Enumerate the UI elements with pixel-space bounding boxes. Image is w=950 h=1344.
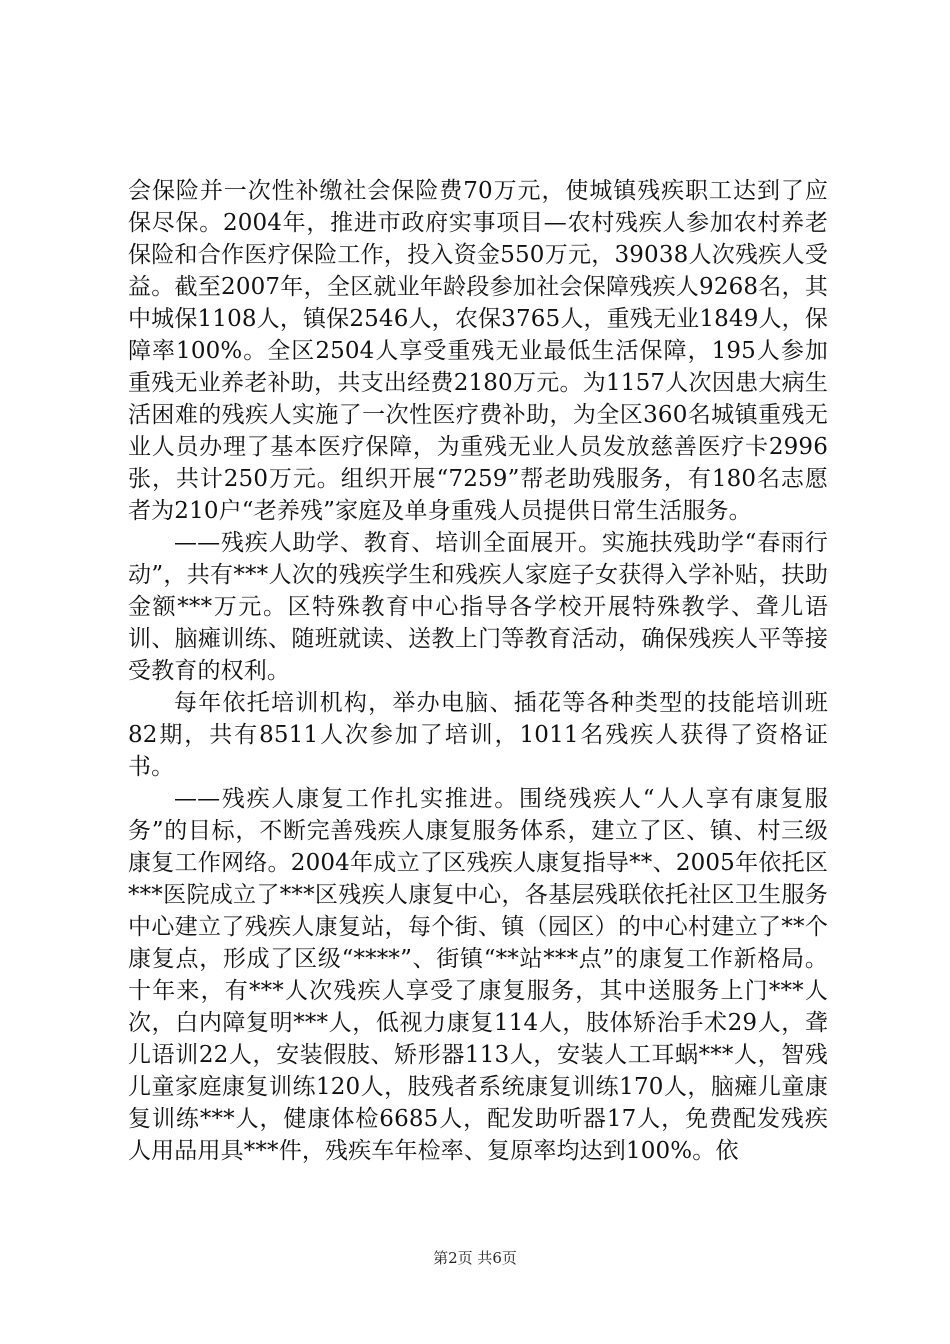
paragraph-social-insurance: 会保险并一次性补缴社会保险费70万元，使城镇残疾职工达到了应保尽保。2004年，推进市政府实事项目—农村残疾人参加农村养老保险和合作医疗保险工作，投入资金550万元，39038人次残疾人受益。截至2007年，全区就业年龄段参加社会保障残疾人9268名，其中城保1108人，镇保2546人，农保3765人，重残无业1849人，保障率100%。全区2504人享受重残无业最低生活保障，195人参加重残无业养老补助，共支出经费2180万元。为1157人次因患大病生活困难的残疾人实施了一次性医疗费补助，为全区360名城镇重残无业人员办理了基本医疗保障，为重残无业人员发放慈善医疗卡2996张，共计250万元。组织开展“7259”帮老助残服务，有180名志愿者为210户“老养残”家庭及单身重残人员提供日常生活服务。 [128, 178, 828, 524]
page-number-footer: 第2页 共6页 [433, 1249, 517, 1267]
paragraph-education-training: ——残疾人助学、教育、培训全面展开。实施扶残助学“春雨行动”，共有***人次的残疾学生和残疾人家庭子女获得入学补贴，扶助金额***万元。区特殊教育中心指导各学校开展特殊教学、聋儿语训、脑瘫训练、随班就读、送教上门等教育活动，确保残疾人平等接受教育的权利。 [128, 530, 828, 684]
paragraph-skills-training: 每年依托培训机构，举办电脑、插花等各种类型的技能培训班82期，共有8511人次参加了培训，1011名残疾人获得了资格证书。 [128, 690, 828, 780]
paragraph-rehabilitation: ——残疾人康复工作扎实推进。围绕残疾人“人人享有康复服务”的目标，不断完善残疾人康复服务体系，建立了区、镇、村三级康复工作网络。2004年成立了区残疾人康复指导**、2005年依托区***医院成立了***区残疾人康复中心，各基层残联依托社区卫生服务中心建立了残疾人康复站，每个街、镇（园区）的中心村建立了**个康复点，形成了区级“****”、街镇“**站***点”的康复工作新格局。十年来，有***人次残疾人享受了康复服务，其中送服务上门***人次，白内障复明***人，低视力康复114人，肢体矫治手术29人，聋儿语训22人，安装假肢、矫形器113人，安装人工耳蜗***人，智残儿童家庭康复训练120人，肢残者系统康复训练170人，脑瘫儿童康复训练***人，健康体检6685人，配发助听器17人，免费配发残疾人用品用具***件，残疾车年检率、复原率均达到100%。依 [128, 786, 828, 1164]
document-body [128, 175, 828, 1167]
